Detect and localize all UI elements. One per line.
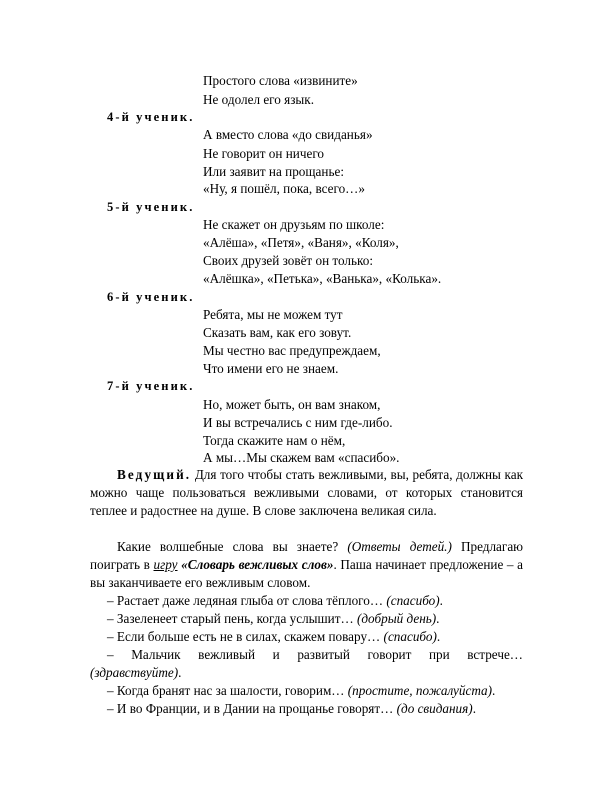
poem-line: Сказать вам, как его зовут. [203, 325, 352, 340]
poem-line: Мы честно вас предупреждаем, [203, 343, 381, 358]
poem-line: А вместо слова «до свиданья» [203, 127, 373, 142]
poem-line: «Алёшка», «Петька», «Ванька», «Колька». [203, 271, 442, 286]
poem-line: «Алёша», «Петя», «Ваня», «Коля», [203, 235, 399, 250]
speaker-student-4: 4-й ученик. [107, 110, 195, 124]
poem-line: Не одолел его язык. [203, 92, 314, 107]
quiz-line: – Зазеленеет старый пень, когда услышит… (добрый день). [107, 611, 440, 626]
poem-line: Тогда скажите нам о нём, [203, 433, 346, 448]
poem-line: Простого слова «извините» [203, 73, 358, 88]
speaker-student-7: 7-й ученик. [107, 379, 195, 393]
game-intro-rest: . Паша начинает предложение – а вы заканчиваете его вежливым словом. [90, 557, 524, 590]
poem-line: А мы…Мы скажем вам «спасибо». [203, 450, 400, 465]
poem-line: Не говорит он ничего [203, 146, 325, 161]
game-word: игру [153, 557, 178, 572]
host-text: Для того чтобы стать вежливыми, вы, ребята, должны как можно чаще пользоваться вежливыми словами, от которых становится теплее и радостнее на душе. В слове заключена великая сила. [90, 467, 523, 518]
offer-text: Предлагаю поиграть в [90, 539, 524, 572]
quiz-line: – Мальчик вежливый и развитый говорит при встрече… [107, 647, 523, 662]
poem-line: Своих друзей зовёт он только: [203, 253, 374, 268]
poem-line: Ребята, мы не можем тут [203, 307, 343, 322]
poem-line: Не скажет он друзьям по школе: [203, 217, 385, 232]
poem-line: Что имени его не знаем. [203, 361, 339, 376]
speaker-student-6: 6-й ученик. [107, 290, 195, 304]
speaker-host: Ведущий. [117, 467, 192, 482]
quiz-line: – Когда бранят нас за шалости, говорим… (простите, пожалуйста). [107, 683, 496, 698]
poem-line: И вы встречались с ним где-либо. [203, 415, 393, 430]
quiz-line: – Если больше есть не в силах, скажем повару… (спасибо). [107, 629, 441, 644]
poem-line: «Ну, я пошёл, пока, всего…» [203, 181, 365, 196]
quiz-line: – Растает даже ледяная глыба от слова тёплого… (спасибо). [107, 593, 443, 608]
quiz-line-continued: (здравствуйте). [90, 665, 182, 680]
game-name: «Словарь вежливых слов» [181, 557, 334, 572]
poem-line: Или заявит на прощанье: [203, 164, 344, 179]
poem-line: Но, может быть, он вам знаком, [203, 397, 381, 412]
host-paragraph [90, 466, 523, 520]
question-text: Какие волшебные слова вы знаете? [117, 539, 339, 554]
game-intro-paragraph [90, 538, 523, 592]
speaker-student-5: 5-й ученик. [107, 200, 195, 214]
quiz-line: – И во Франции, и в Дании на прощанье говорят… (до свидания). [107, 701, 476, 716]
answers-note: (Ответы детей.) [347, 539, 452, 554]
